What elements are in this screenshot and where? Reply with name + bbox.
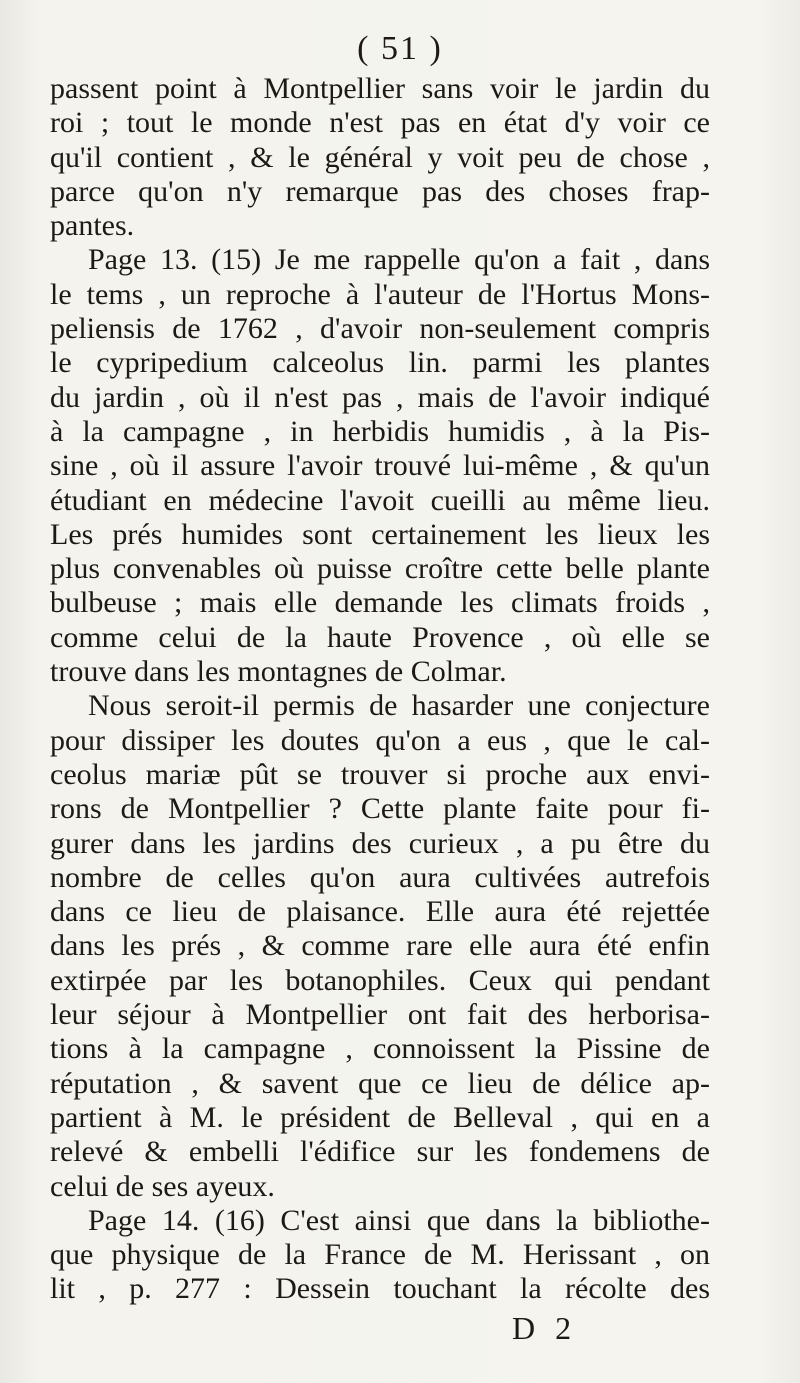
text-line: Les prés humides sont certainement les lieux les (50, 517, 710, 551)
page-number: ( 51 ) (357, 30, 443, 67)
text-line: comme celui de la haute Provence , où elle se (50, 620, 710, 654)
text-line: leur séjour à Montpellier ont fait des herborisa- (50, 998, 710, 1032)
text-line: Page 13. (15) Je me rappelle qu'on a fait , dans (88, 243, 710, 277)
text-line: ceolus mariæ pût se trouver si proche aux envi- (50, 757, 710, 791)
text-line: passent point à Montpellier sans voir le jardin du (50, 72, 710, 105)
text-line: étudiant en médecine l'avoit cueilli au même lieu. (50, 483, 710, 517)
text-line: tions à la campagne , connoissent la Pissine de (50, 1032, 710, 1066)
text-line: peliensis de 1762 , d'avoir non-seulement compris (50, 312, 710, 346)
text-line: trouve dans les montagnes de Colmar. (50, 655, 507, 689)
text-line: roi ; tout le monde n'est pas en état d'y voir ce (50, 106, 710, 140)
text-line: nombre de celles qu'on aura cultivées autrefois (50, 860, 710, 894)
text-line: que physique de la France de M. Herissant , on (50, 1238, 710, 1272)
text-line: dans les prés , & comme rare elle aura été enfin (50, 929, 710, 963)
text-line: plus convenables où puisse croître cette belle plante (50, 552, 710, 586)
text-line: le tems , un reproche à l'auteur de l'Hortus Mons- (50, 277, 710, 311)
text-line: Page 14. (16) C'est ainsi que dans la bibliothe- (88, 1203, 710, 1237)
text-line: du jardin , où il n'est pas , mais de l'avoir indiqué (50, 380, 710, 414)
text-line: le cypripedium calceolus lin. parmi les plantes (50, 346, 710, 380)
text-line: rons de Montpellier ? Cette plante faite pour fi- (50, 792, 710, 826)
text-line: pantes. (50, 209, 135, 243)
text-line: Nous seroit-il permis de hasarder une conjecture (88, 689, 710, 723)
text-line: lit , p. 277 : Dessein touchant la récolte des (50, 1272, 710, 1306)
text-line: partient à M. le président de Belleval , qui en a (50, 1100, 710, 1134)
text-line: gurer dans les jardins des curieux , a pu être du (50, 826, 710, 860)
text-line: extirpée par les botanophiles. Ceux qui pendant (50, 963, 710, 997)
text-line: sine , où il assure l'avoir trouvé lui-même , & qu'un (50, 449, 710, 483)
body-text (50, 72, 710, 1307)
text-line: relevé & embelli l'édifice sur les fondemens de (50, 1135, 710, 1169)
text-line: parce qu'on n'y remarque pas des choses frap- (50, 174, 710, 208)
text-line: bulbeuse ; mais elle demande les climats froids , (50, 586, 710, 620)
text-line: à la campagne , in herbidis humidis , à la Pis- (50, 414, 710, 448)
text-line: qu'il contient , & le général y voit peu de chose , (50, 140, 710, 174)
text-line: pour dissiper les doutes qu'on a eus , que le cal- (50, 723, 710, 757)
text-line: celui de ses ayeux. (50, 1169, 275, 1203)
signature-mark: D 2 (512, 1310, 578, 1346)
text-line: réputation , & savent que ce lieu de délice ap- (50, 1066, 710, 1100)
text-line: dans ce lieu de plaisance. Elle aura été rejettée (50, 895, 710, 929)
